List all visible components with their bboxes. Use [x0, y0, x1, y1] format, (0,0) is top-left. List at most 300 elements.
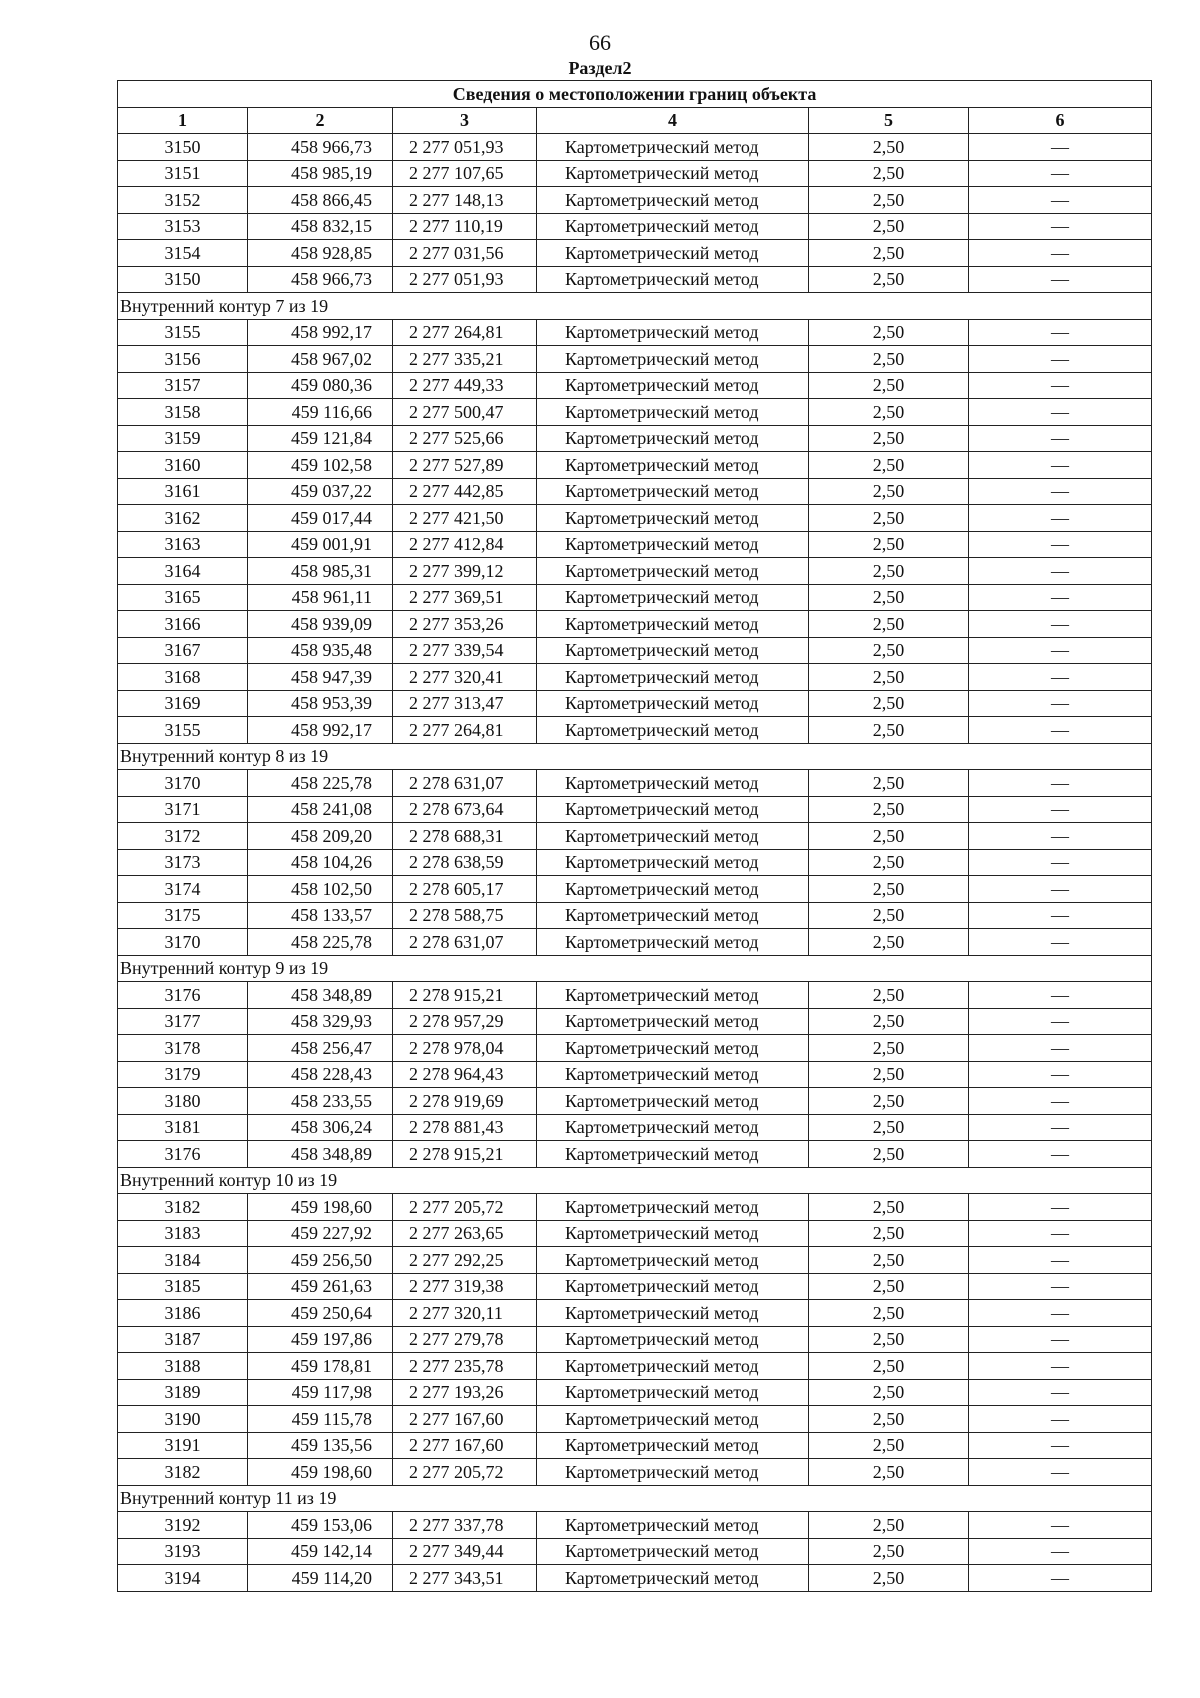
cell-note: —	[969, 1326, 1152, 1353]
cell-coord-y: 2 277 412,84	[393, 531, 537, 558]
table-row	[118, 1114, 1152, 1141]
page-number: 66	[589, 30, 611, 55]
cell-method: Картометрический метод	[537, 717, 809, 744]
cell-accuracy: 2,50	[809, 1326, 969, 1353]
cell-note: —	[969, 796, 1152, 823]
cell-accuracy: 2,50	[809, 796, 969, 823]
cell-point-number: 3171	[118, 796, 248, 823]
cell-coord-x: 459 261,63	[248, 1273, 393, 1300]
contour-label: Внутренний контур 8 из 19	[118, 743, 1152, 770]
contour-label: Внутренний контур 9 из 19	[118, 955, 1152, 982]
cell-coord-y: 2 277 167,60	[393, 1432, 537, 1459]
cell-method: Картометрический метод	[537, 1247, 809, 1274]
table-row	[118, 319, 1152, 346]
cell-method: Картометрический метод	[537, 1114, 809, 1141]
cell-note: —	[969, 478, 1152, 505]
contour-label: Внутренний контур 11 из 19	[118, 1485, 1152, 1512]
cell-accuracy: 2,50	[809, 1035, 969, 1062]
table-row	[118, 1141, 1152, 1168]
cell-accuracy: 2,50	[809, 1194, 969, 1221]
cell-point-number: 3181	[118, 1114, 248, 1141]
cell-accuracy: 2,50	[809, 1088, 969, 1115]
cell-accuracy: 2,50	[809, 823, 969, 850]
cell-method: Картометрический метод	[537, 1061, 809, 1088]
cell-coord-x: 458 985,31	[248, 558, 393, 585]
cell-accuracy: 2,50	[809, 982, 969, 1009]
cell-accuracy: 2,50	[809, 531, 969, 558]
cell-accuracy: 2,50	[809, 1432, 969, 1459]
cell-coord-x: 459 037,22	[248, 478, 393, 505]
cell-method: Картометрический метод	[537, 505, 809, 532]
cell-accuracy: 2,50	[809, 1220, 969, 1247]
cell-coord-x: 458 225,78	[248, 770, 393, 797]
table-row	[118, 1273, 1152, 1300]
cell-coord-x: 458 928,85	[248, 240, 393, 267]
cell-note: —	[969, 584, 1152, 611]
table-row	[118, 1565, 1152, 1592]
table-row	[118, 372, 1152, 399]
cell-coord-y: 2 277 320,11	[393, 1300, 537, 1327]
cell-accuracy: 2,50	[809, 1114, 969, 1141]
cell-note: —	[969, 558, 1152, 585]
cell-coord-y: 2 277 051,93	[393, 134, 537, 161]
cell-coord-y: 2 277 320,41	[393, 664, 537, 691]
cell-accuracy: 2,50	[809, 770, 969, 797]
cell-coord-y: 2 277 235,78	[393, 1353, 537, 1380]
cell-method: Картометрический метод	[537, 1538, 809, 1565]
cell-point-number: 3159	[118, 425, 248, 452]
cell-accuracy: 2,50	[809, 1141, 969, 1168]
cell-coord-x: 458 256,47	[248, 1035, 393, 1062]
cell-coord-x: 458 225,78	[248, 929, 393, 956]
cell-note: —	[969, 1061, 1152, 1088]
cell-method: Картометрический метод	[537, 1512, 809, 1539]
cell-point-number: 3182	[118, 1194, 248, 1221]
cell-coord-x: 458 966,73	[248, 266, 393, 293]
cell-point-number: 3188	[118, 1353, 248, 1380]
cell-coord-x: 458 329,93	[248, 1008, 393, 1035]
cell-method: Картометрический метод	[537, 134, 809, 161]
cell-coord-y: 2 277 313,47	[393, 690, 537, 717]
cell-coord-x: 459 121,84	[248, 425, 393, 452]
section-title: Раздел2	[568, 58, 632, 78]
cell-note: —	[969, 346, 1152, 373]
cell-coord-y: 2 278 964,43	[393, 1061, 537, 1088]
cell-note: —	[969, 1114, 1152, 1141]
cell-point-number: 3155	[118, 319, 248, 346]
cell-coord-x: 458 133,57	[248, 902, 393, 929]
column-header-row	[118, 107, 1152, 134]
cell-method: Картометрический метод	[537, 266, 809, 293]
cell-note: —	[969, 1565, 1152, 1592]
cell-method: Картометрический метод	[537, 796, 809, 823]
cell-coord-x: 459 178,81	[248, 1353, 393, 1380]
table-row	[118, 558, 1152, 585]
cell-coord-y: 2 277 279,78	[393, 1326, 537, 1353]
cell-note: —	[969, 1220, 1152, 1247]
cell-coord-y: 2 277 369,51	[393, 584, 537, 611]
cell-accuracy: 2,50	[809, 1061, 969, 1088]
table-row	[118, 478, 1152, 505]
cell-point-number: 3161	[118, 478, 248, 505]
cell-coord-x: 459 197,86	[248, 1326, 393, 1353]
table-row	[118, 1300, 1152, 1327]
cell-point-number: 3164	[118, 558, 248, 585]
table-row	[118, 1353, 1152, 1380]
cell-method: Картометрический метод	[537, 319, 809, 346]
cell-note: —	[969, 637, 1152, 664]
cell-coord-y: 2 277 264,81	[393, 717, 537, 744]
cell-method: Картометрический метод	[537, 1300, 809, 1327]
cell-point-number: 3156	[118, 346, 248, 373]
table-row	[118, 770, 1152, 797]
table-row	[118, 1379, 1152, 1406]
table-row	[118, 399, 1152, 426]
cell-method: Картометрический метод	[537, 558, 809, 585]
cell-coord-y: 2 277 031,56	[393, 240, 537, 267]
boundary-coordinates-table	[117, 80, 1152, 1592]
cell-coord-x: 459 227,92	[248, 1220, 393, 1247]
cell-point-number: 3187	[118, 1326, 248, 1353]
cell-method: Картометрический метод	[537, 1088, 809, 1115]
cell-coord-y: 2 277 051,93	[393, 266, 537, 293]
table-row	[118, 664, 1152, 691]
cell-method: Картометрический метод	[537, 240, 809, 267]
cell-point-number: 3169	[118, 690, 248, 717]
cell-coord-y: 2 277 399,12	[393, 558, 537, 585]
cell-method: Картометрический метод	[537, 1220, 809, 1247]
cell-point-number: 3163	[118, 531, 248, 558]
cell-coord-y: 2 278 605,17	[393, 876, 537, 903]
cell-accuracy: 2,50	[809, 611, 969, 638]
cell-coord-y: 2 277 167,60	[393, 1406, 537, 1433]
cell-coord-y: 2 277 337,78	[393, 1512, 537, 1539]
cell-coord-y: 2 278 915,21	[393, 1141, 537, 1168]
cell-method: Картометрический метод	[537, 982, 809, 1009]
cell-point-number: 3155	[118, 717, 248, 744]
cell-accuracy: 2,50	[809, 346, 969, 373]
cell-note: —	[969, 1379, 1152, 1406]
cell-point-number: 3185	[118, 1273, 248, 1300]
cell-point-number: 3178	[118, 1035, 248, 1062]
cell-coord-x: 458 961,11	[248, 584, 393, 611]
cell-coord-x: 458 233,55	[248, 1088, 393, 1115]
cell-point-number: 3191	[118, 1432, 248, 1459]
cell-coord-y: 2 277 263,65	[393, 1220, 537, 1247]
cell-coord-x: 458 104,26	[248, 849, 393, 876]
column-header-6: 6	[969, 107, 1152, 134]
table-row	[118, 346, 1152, 373]
cell-point-number: 3175	[118, 902, 248, 929]
table-row	[118, 505, 1152, 532]
cell-accuracy: 2,50	[809, 929, 969, 956]
table-row	[118, 240, 1152, 267]
column-header-1: 1	[118, 107, 248, 134]
cell-method: Картометрический метод	[537, 187, 809, 214]
cell-coord-y: 2 277 264,81	[393, 319, 537, 346]
cell-coord-y: 2 278 915,21	[393, 982, 537, 1009]
cell-coord-y: 2 277 339,54	[393, 637, 537, 664]
cell-coord-x: 459 153,06	[248, 1512, 393, 1539]
cell-coord-x: 458 102,50	[248, 876, 393, 903]
cell-note: —	[969, 664, 1152, 691]
cell-method: Картометрический метод	[537, 1194, 809, 1221]
table-row	[118, 1088, 1152, 1115]
cell-method: Картометрический метод	[537, 770, 809, 797]
cell-coord-x: 458 866,45	[248, 187, 393, 214]
table-row	[118, 1061, 1152, 1088]
cell-coord-y: 2 278 673,64	[393, 796, 537, 823]
cell-coord-y: 2 277 319,38	[393, 1273, 537, 1300]
cell-accuracy: 2,50	[809, 1008, 969, 1035]
cell-coord-y: 2 277 205,72	[393, 1459, 537, 1486]
cell-coord-x: 458 306,24	[248, 1114, 393, 1141]
cell-coord-x: 458 967,02	[248, 346, 393, 373]
cell-method: Картометрический метод	[537, 1035, 809, 1062]
cell-note: —	[969, 982, 1152, 1009]
cell-coord-x: 459 256,50	[248, 1247, 393, 1274]
contour-header-row	[118, 955, 1152, 982]
cell-coord-x: 458 939,09	[248, 611, 393, 638]
cell-note: —	[969, 452, 1152, 479]
cell-method: Картометрический метод	[537, 478, 809, 505]
cell-coord-x: 459 001,91	[248, 531, 393, 558]
cell-coord-y: 2 277 343,51	[393, 1565, 537, 1592]
table-row	[118, 425, 1152, 452]
cell-coord-y: 2 277 205,72	[393, 1194, 537, 1221]
contour-header-row	[118, 1167, 1152, 1194]
cell-point-number: 3167	[118, 637, 248, 664]
cell-point-number: 3182	[118, 1459, 248, 1486]
cell-accuracy: 2,50	[809, 1273, 969, 1300]
cell-accuracy: 2,50	[809, 558, 969, 585]
cell-method: Картометрический метод	[537, 1008, 809, 1035]
cell-accuracy: 2,50	[809, 213, 969, 240]
cell-accuracy: 2,50	[809, 584, 969, 611]
cell-accuracy: 2,50	[809, 1379, 969, 1406]
table-row	[118, 1008, 1152, 1035]
cell-point-number: 3173	[118, 849, 248, 876]
cell-point-number: 3162	[118, 505, 248, 532]
cell-coord-x: 458 953,39	[248, 690, 393, 717]
cell-method: Картометрический метод	[537, 929, 809, 956]
cell-accuracy: 2,50	[809, 372, 969, 399]
cell-coord-y: 2 278 881,43	[393, 1114, 537, 1141]
cell-note: —	[969, 134, 1152, 161]
cell-note: —	[969, 1088, 1152, 1115]
cell-point-number: 3170	[118, 929, 248, 956]
cell-coord-y: 2 277 107,65	[393, 160, 537, 187]
cell-coord-x: 459 250,64	[248, 1300, 393, 1327]
cell-note: —	[969, 187, 1152, 214]
cell-coord-x: 459 117,98	[248, 1379, 393, 1406]
contour-header-row	[118, 1485, 1152, 1512]
cell-coord-y: 2 278 919,69	[393, 1088, 537, 1115]
cell-accuracy: 2,50	[809, 1512, 969, 1539]
cell-coord-x: 458 966,73	[248, 134, 393, 161]
cell-point-number: 3186	[118, 1300, 248, 1327]
cell-coord-y: 2 278 638,59	[393, 849, 537, 876]
cell-coord-x: 458 832,15	[248, 213, 393, 240]
cell-method: Картометрический метод	[537, 902, 809, 929]
cell-coord-x: 458 992,17	[248, 717, 393, 744]
cell-coord-y: 2 278 631,07	[393, 770, 537, 797]
cell-coord-x: 458 348,89	[248, 1141, 393, 1168]
cell-note: —	[969, 849, 1152, 876]
cell-accuracy: 2,50	[809, 690, 969, 717]
table-row	[118, 1220, 1152, 1247]
cell-note: —	[969, 1353, 1152, 1380]
cell-accuracy: 2,50	[809, 134, 969, 161]
cell-note: —	[969, 240, 1152, 267]
cell-coord-y: 2 278 688,31	[393, 823, 537, 850]
table-row	[118, 1406, 1152, 1433]
cell-coord-y: 2 277 193,26	[393, 1379, 537, 1406]
cell-point-number: 3190	[118, 1406, 248, 1433]
cell-coord-x: 458 228,43	[248, 1061, 393, 1088]
cell-point-number: 3172	[118, 823, 248, 850]
cell-note: —	[969, 690, 1152, 717]
cell-point-number: 3174	[118, 876, 248, 903]
contour-label: Внутренний контур 7 из 19	[118, 293, 1152, 320]
cell-coord-y: 2 277 335,21	[393, 346, 537, 373]
cell-accuracy: 2,50	[809, 160, 969, 187]
cell-method: Картометрический метод	[537, 1432, 809, 1459]
cell-coord-x: 459 102,58	[248, 452, 393, 479]
table-row	[118, 611, 1152, 638]
table-row	[118, 531, 1152, 558]
table-row	[118, 876, 1152, 903]
cell-point-number: 3183	[118, 1220, 248, 1247]
cell-method: Картометрический метод	[537, 1459, 809, 1486]
cell-coord-x: 459 198,60	[248, 1459, 393, 1486]
table-title-row	[118, 81, 1152, 108]
cell-method: Картометрический метод	[537, 1565, 809, 1592]
cell-accuracy: 2,50	[809, 1353, 969, 1380]
column-header-2: 2	[248, 107, 393, 134]
cell-accuracy: 2,50	[809, 319, 969, 346]
cell-coord-y: 2 277 353,26	[393, 611, 537, 638]
table-row	[118, 902, 1152, 929]
table-row	[118, 1512, 1152, 1539]
cell-coord-x: 458 985,19	[248, 160, 393, 187]
cell-method: Картометрический метод	[537, 849, 809, 876]
cell-coord-y: 2 277 449,33	[393, 372, 537, 399]
cell-point-number: 3168	[118, 664, 248, 691]
contour-header-row	[118, 293, 1152, 320]
cell-point-number: 3170	[118, 770, 248, 797]
cell-note: —	[969, 717, 1152, 744]
cell-note: —	[969, 823, 1152, 850]
table-row	[118, 637, 1152, 664]
cell-accuracy: 2,50	[809, 1300, 969, 1327]
table-row	[118, 452, 1152, 479]
cell-note: —	[969, 213, 1152, 240]
cell-coord-x: 459 114,20	[248, 1565, 393, 1592]
cell-point-number: 3158	[118, 399, 248, 426]
cell-accuracy: 2,50	[809, 717, 969, 744]
cell-note: —	[969, 770, 1152, 797]
cell-point-number: 3179	[118, 1061, 248, 1088]
table-row	[118, 929, 1152, 956]
cell-note: —	[969, 1459, 1152, 1486]
cell-note: —	[969, 319, 1152, 346]
cell-coord-x: 459 116,66	[248, 399, 393, 426]
table-row	[118, 160, 1152, 187]
table-row	[118, 823, 1152, 850]
table-row	[118, 134, 1152, 161]
cell-note: —	[969, 1194, 1152, 1221]
table-row	[118, 982, 1152, 1009]
cell-accuracy: 2,50	[809, 1459, 969, 1486]
cell-method: Картометрический метод	[537, 346, 809, 373]
cell-accuracy: 2,50	[809, 399, 969, 426]
table-row	[118, 213, 1152, 240]
cell-accuracy: 2,50	[809, 240, 969, 267]
cell-method: Картометрический метод	[537, 1379, 809, 1406]
cell-note: —	[969, 425, 1152, 452]
cell-coord-y: 2 277 292,25	[393, 1247, 537, 1274]
cell-point-number: 3184	[118, 1247, 248, 1274]
cell-note: —	[969, 1406, 1152, 1433]
cell-method: Картометрический метод	[537, 611, 809, 638]
cell-method: Картометрический метод	[537, 1406, 809, 1433]
cell-method: Картометрический метод	[537, 584, 809, 611]
cell-coord-y: 2 278 957,29	[393, 1008, 537, 1035]
cell-coord-y: 2 277 148,13	[393, 187, 537, 214]
cell-coord-y: 2 278 588,75	[393, 902, 537, 929]
cell-point-number: 3165	[118, 584, 248, 611]
cell-coord-x: 459 115,78	[248, 1406, 393, 1433]
cell-note: —	[969, 1512, 1152, 1539]
table-row	[118, 1538, 1152, 1565]
cell-note: —	[969, 1247, 1152, 1274]
table-row	[118, 266, 1152, 293]
cell-note: —	[969, 929, 1152, 956]
cell-method: Картометрический метод	[537, 637, 809, 664]
cell-accuracy: 2,50	[809, 1538, 969, 1565]
cell-note: —	[969, 902, 1152, 929]
cell-method: Картометрический метод	[537, 399, 809, 426]
cell-accuracy: 2,50	[809, 478, 969, 505]
cell-coord-y: 2 277 349,44	[393, 1538, 537, 1565]
cell-method: Картометрический метод	[537, 160, 809, 187]
cell-coord-x: 458 935,48	[248, 637, 393, 664]
table-row	[118, 1035, 1152, 1062]
table-row	[118, 796, 1152, 823]
cell-accuracy: 2,50	[809, 425, 969, 452]
cell-note: —	[969, 1035, 1152, 1062]
cell-method: Картометрический метод	[537, 823, 809, 850]
cell-method: Картометрический метод	[537, 1326, 809, 1353]
column-header-3: 3	[393, 107, 537, 134]
cell-note: —	[969, 372, 1152, 399]
table-row	[118, 584, 1152, 611]
cell-point-number: 3180	[118, 1088, 248, 1115]
cell-coord-x: 459 142,14	[248, 1538, 393, 1565]
cell-note: —	[969, 1008, 1152, 1035]
cell-accuracy: 2,50	[809, 1247, 969, 1274]
cell-point-number: 3193	[118, 1538, 248, 1565]
cell-point-number: 3177	[118, 1008, 248, 1035]
table-row	[118, 849, 1152, 876]
cell-point-number: 3154	[118, 240, 248, 267]
contour-header-row	[118, 743, 1152, 770]
table-row	[118, 1432, 1152, 1459]
cell-point-number: 3189	[118, 1379, 248, 1406]
cell-coord-x: 458 241,08	[248, 796, 393, 823]
cell-accuracy: 2,50	[809, 902, 969, 929]
